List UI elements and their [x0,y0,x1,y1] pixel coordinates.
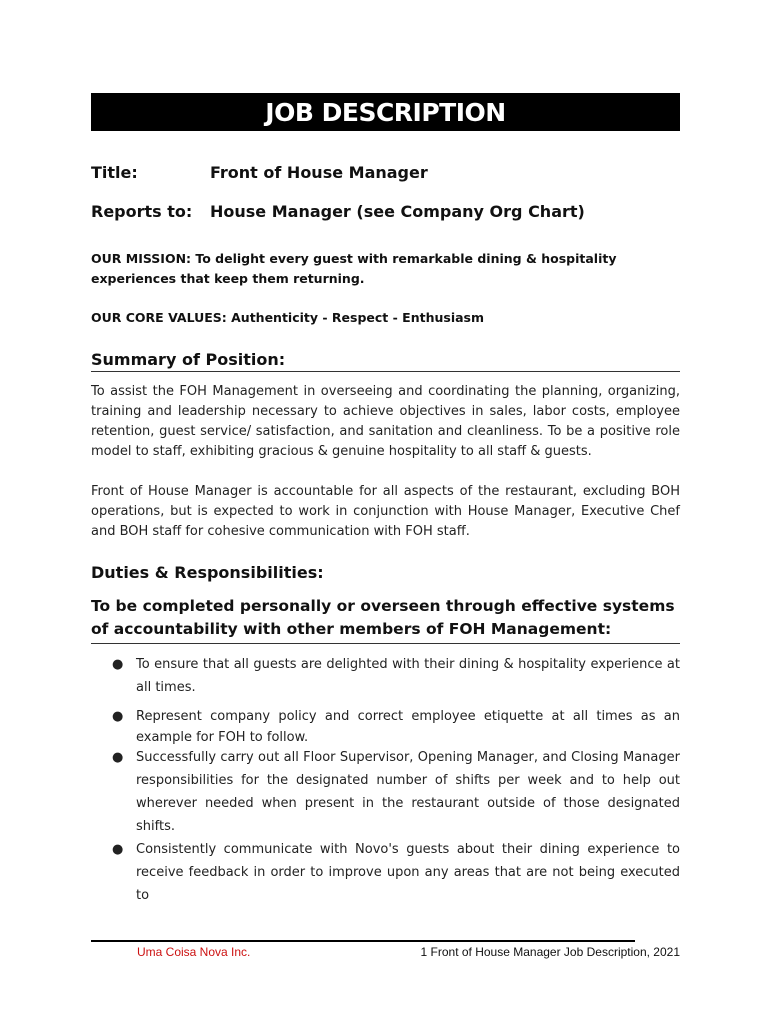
summary-paragraph-2: Front of House Manager is accountable for all aspects of the restaurant, excluding BOH operations, but is expected to work in conjunction with House Manager, Executive Chef and BOH staff for cohesive communication with FOH staff. [91,484,680,539]
summary-heading: Summary of Position: [91,350,680,372]
list-item-text: Successfully carry out all Floor Supervisor, Opening Manager, and Closing Manager responsibilities for the designated number of shifts per week and to help out wherever needed when present in the restaurant outside of those designated shifts. [136,750,680,834]
mission-statement: OUR MISSION: To delight every guest with remarkable dining & hospitality experiences that keep them returning. [91,251,617,286]
list-item-text: Represent company policy and correct employee etiquette at all times as an example for FOH to follow. [136,709,680,745]
title-label: Title: [91,163,138,182]
list-item-text: To ensure that all guests are delighted with their dining & hospitality experience at all times. [136,657,680,695]
bullet-icon: ● [112,750,124,765]
list-item [112,746,680,838]
list-item-text: Consistently communicate with Novo's guests about their dining experience to receive feedback in order to improve upon any areas that are not being executed to [136,842,680,903]
core-values: OUR CORE VALUES: Authenticity - Respect - Enthusiasm [91,310,485,325]
list-item [112,838,680,907]
document-title: JOB DESCRIPTION [265,97,506,127]
duties-heading: Duties & Responsibilities: [91,563,324,582]
summary-paragraph-1: To assist the FOH Management in overseeing and coordinating the planning, organizing, training and leadership necessary to achieve objectives in sales, labor costs, employee retention, guest service/ satisfaction, and sanitation and cleanliness. To be a positive role model to staff, exhibiting gracious & genuine hospitality to all staff & guests. [91,384,680,459]
footer-page-info: 1 Front of House Manager Job Description, 2021 [420,945,680,959]
list-item [112,706,680,748]
footer-divider [91,940,635,942]
title-value: Front of House Manager [210,163,428,182]
bullet-icon: ● [112,842,124,857]
reports-to-value: House Manager (see Company Org Chart) [210,202,585,221]
duties-subheading: To be completed personally or overseen through effective systems of accountability with other members of FOH Management: [91,595,680,644]
bullet-icon: ● [112,657,124,672]
bullet-icon: ● [112,709,124,724]
document-title-banner [91,93,680,131]
list-item [112,653,680,699]
footer-company-name: Uma Coisa Nova Inc. [137,945,251,959]
reports-to-label: Reports to: [91,202,193,221]
